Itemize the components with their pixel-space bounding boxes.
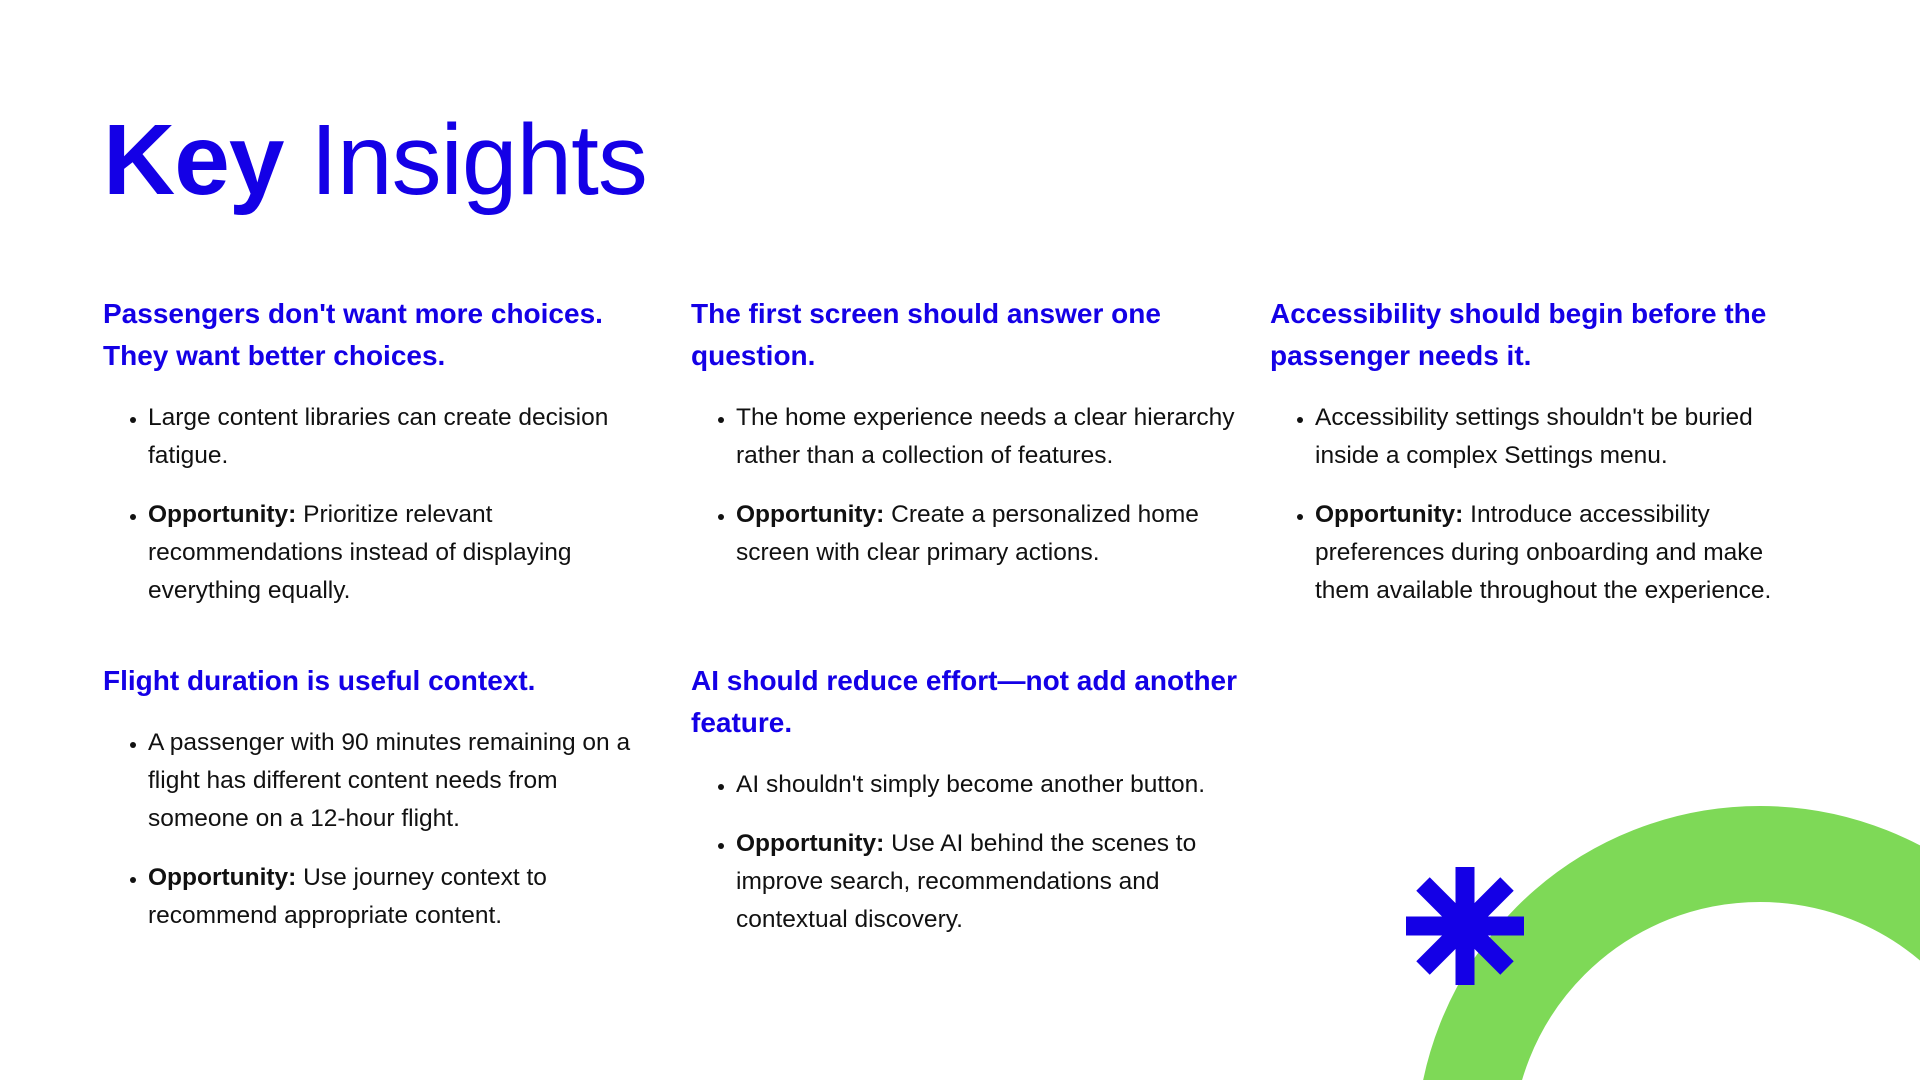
point-text: Accessibility settings shouldn't be buried inside a complex Settings menu. xyxy=(1315,404,1753,469)
title-bold: Key xyxy=(103,104,284,216)
insight-heading: Flight duration is useful context. xyxy=(103,665,536,696)
list-item xyxy=(736,766,1251,804)
list-item xyxy=(148,859,663,935)
opportunity-text: Create a personalized home screen with clear primary actions. xyxy=(736,501,1199,566)
insight-heading: Accessibility should begin before the passenger needs it. xyxy=(1270,298,1767,371)
insight-list xyxy=(1270,399,1820,610)
list-item xyxy=(148,496,663,610)
opportunity-label: Opportunity: xyxy=(736,830,885,857)
point-text: A passenger with 90 minutes remaining on a flight has different content needs from someone on a 12-hour flight. xyxy=(148,729,631,832)
opportunity-label: Opportunity: xyxy=(148,501,297,528)
insight-list xyxy=(103,399,663,610)
insight-heading: Passengers don't want more choices. They want better choices. xyxy=(103,298,603,371)
opportunity-text: Use journey context to recommend appropriate content. xyxy=(148,864,547,929)
opportunity-label: Opportunity: xyxy=(736,501,885,528)
insight-block-first-screen xyxy=(691,293,1251,593)
title-light: Insights xyxy=(310,104,647,216)
list-item xyxy=(1315,496,1820,610)
insight-list xyxy=(103,724,663,935)
green-arc-shape xyxy=(1464,854,1920,1080)
list-item xyxy=(736,399,1251,475)
asterisk-icon xyxy=(1406,867,1524,985)
list-item xyxy=(736,496,1251,572)
opportunity-label: Opportunity: xyxy=(148,864,297,891)
insight-list xyxy=(691,399,1251,572)
page-title xyxy=(103,104,647,216)
list-item xyxy=(1315,399,1820,475)
opportunity-text: Use AI behind the scenes to improve search, recommendations and contextual discovery. xyxy=(736,830,1197,933)
list-item xyxy=(148,724,663,838)
insight-block-accessibility xyxy=(1270,293,1820,631)
opportunity-label: Opportunity: xyxy=(1315,501,1464,528)
point-text: Large content libraries can create decision fatigue. xyxy=(148,404,609,469)
insight-heading: The first screen should answer one question. xyxy=(691,298,1161,371)
insight-block-flight-duration xyxy=(103,660,663,956)
list-item xyxy=(736,825,1251,939)
point-text: AI shouldn't simply become another button. xyxy=(736,771,1206,798)
opportunity-text: Prioritize relevant recommendations instead of displaying everything equally. xyxy=(148,501,572,604)
point-text: The home experience needs a clear hierarchy rather than a collection of features. xyxy=(736,404,1235,469)
opportunity-text: Introduce accessibility preferences during onboarding and make them available throughout the experience. xyxy=(1315,501,1772,604)
list-item xyxy=(148,399,663,475)
insight-block-ai xyxy=(691,660,1251,960)
insight-block-choices xyxy=(103,293,663,631)
insight-heading: AI should reduce effort—not add another feature. xyxy=(691,665,1238,738)
insight-list xyxy=(691,766,1251,939)
